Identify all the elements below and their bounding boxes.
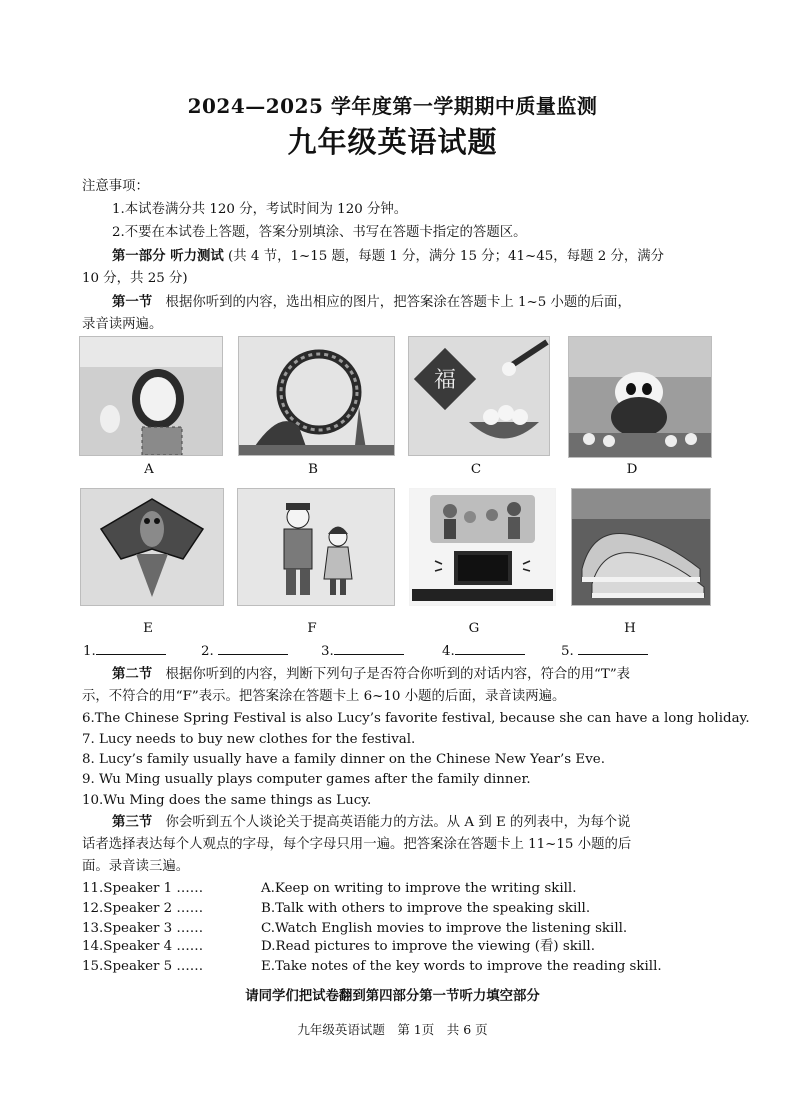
option-a: A.Keep on writing to improve the writing skill. xyxy=(261,881,577,896)
answer-blank-2 xyxy=(201,641,288,662)
answer-blank-1 xyxy=(83,641,166,662)
page-footer: 九年级英语试题 第 1页 共 6 页 xyxy=(297,1022,488,1037)
picture-f-police-girl xyxy=(237,488,395,606)
answer-blank-3 xyxy=(321,641,404,662)
blank-line-2 xyxy=(218,641,288,655)
statement-9: 9. Wu Ming usually plays computer games after the family dinner. xyxy=(82,772,531,787)
speaker-1: 11.Speaker 1 …… xyxy=(82,881,204,896)
section2-instr-line2: 示，不符合的用“F”表示。把答案涂在答题卡上 6~10 小题的后面，录音读两遍。 xyxy=(82,689,566,704)
section3-instr-line2: 话者选择表达每个人观点的字母，每个字母只用一遍。把答案涂在答题卡上 11~15 小题的后 xyxy=(82,837,632,852)
blank-line-5 xyxy=(578,641,648,655)
part1-desc-line2: 10 分，共 25 分) xyxy=(82,271,188,286)
roller-coaster-photo-icon xyxy=(239,337,394,455)
notes-item-2: 2.不要在本试卷上答题，答案分别填涂、书写在答题卡指定的答题区。 xyxy=(112,225,527,240)
answer-blank-5 xyxy=(561,641,648,662)
option-c: C.Watch English movies to improve the listening skill. xyxy=(261,921,628,936)
option-b: B.Talk with others to improve the speaking skill. xyxy=(261,901,591,916)
part1-heading: 第一部分 听力测试 xyxy=(112,248,224,264)
answer-blank-4 xyxy=(442,641,525,662)
picture-label-f: F xyxy=(307,621,317,636)
picture-label-e: E xyxy=(143,621,153,636)
blank-number-4: 4. xyxy=(442,644,455,659)
speaker-3: 13.Speaker 3 …… xyxy=(82,921,204,936)
part1-desc-line1: (共 4 节，1~15 题，每题 1 分，满分 15 分；41~45，每题 2 分，满分 xyxy=(223,249,665,264)
svg-text:福: 福 xyxy=(433,368,457,393)
section3-heading: 第三节 xyxy=(112,814,153,830)
picture-label-b: B xyxy=(308,462,318,477)
section1-instr-line2: 录音读两遍。 xyxy=(82,317,163,332)
section1-heading: 第一节 xyxy=(112,294,153,310)
section3-line1 xyxy=(112,812,631,833)
family-watching-tv-illustration-icon xyxy=(410,489,555,605)
blank-number-2: 2. xyxy=(201,644,214,659)
statement-6: 6.The Chinese Spring Festival is also Lucy’s favorite festival, because she can have a long holiday. xyxy=(82,711,750,726)
blank-number-1: 1. xyxy=(83,644,96,659)
picture-h-sneakers xyxy=(571,488,711,606)
section2-line1 xyxy=(112,664,630,685)
blank-line-4 xyxy=(455,641,525,655)
blank-line-1 xyxy=(96,641,166,655)
picture-b-roller-coaster xyxy=(238,336,395,456)
girl-waving-photo-icon xyxy=(80,337,222,455)
sneakers-photo-icon xyxy=(572,489,710,605)
police-and-girl-illustration-icon xyxy=(238,489,394,605)
speaker-2: 12.Speaker 2 …… xyxy=(82,901,204,916)
notes-item-1: 1.本试卷满分共 120 分，考试时间为 120 分钟。 xyxy=(112,202,408,217)
fu-character-and-tangyuan-photo-icon xyxy=(409,337,549,455)
picture-label-g: G xyxy=(468,621,480,636)
picture-a-girl-waving xyxy=(79,336,223,456)
exam-subtitle: 九年级英语试题 xyxy=(287,125,498,159)
speaker-4: 14.Speaker 4 …… xyxy=(82,939,204,954)
option-e: E.Take notes of the key words to improve the reading skill. xyxy=(261,959,662,974)
section1-line1 xyxy=(112,292,631,313)
picture-label-h: H xyxy=(624,621,636,636)
kite-photo-icon xyxy=(81,489,223,605)
picture-c-fu-tangyuan xyxy=(408,336,550,456)
blank-number-5: 5. xyxy=(561,644,574,659)
blank-number-3: 3. xyxy=(321,644,334,659)
statement-10: 10.Wu Ming does the same things as Lucy. xyxy=(82,793,372,808)
turn-page-notice: 请同学们把试卷翻到第四部分第一节听力填空部分 xyxy=(245,988,540,1004)
statement-8: 8. Lucy’s family usually have a family dinner on the Chinese New Year’s Eve. xyxy=(82,752,605,767)
notes-heading: 注意事项： xyxy=(82,179,149,194)
section1-instr-line1: 根据你听到的内容，选出相应的图片，把答案涂在答题卡上 1~5 小题的后面， xyxy=(152,295,631,310)
option-d: D.Read pictures to improve the viewing (看) skill. xyxy=(261,939,595,954)
blank-line-3 xyxy=(334,641,404,655)
exam-title: 2024—2025 学年度第一学期期中质量监测 xyxy=(187,94,598,118)
picture-label-a: A xyxy=(144,462,154,477)
kung-fu-panda-photo-icon xyxy=(569,337,711,457)
speaker-5: 15.Speaker 5 …… xyxy=(82,959,204,974)
section2-heading: 第二节 xyxy=(112,666,153,682)
picture-label-d: D xyxy=(626,462,638,477)
picture-d-kung-fu-panda xyxy=(568,336,712,458)
section3-instr-line1: 你会听到五个人谈论关于提高英语能力的方法。从 A 到 E 的列表中，为每个说 xyxy=(152,815,631,830)
part1-line1 xyxy=(112,246,664,267)
picture-g-family-tv xyxy=(409,488,556,606)
picture-label-c: C xyxy=(470,462,482,477)
picture-e-kite xyxy=(80,488,224,606)
section2-instr-line1: 根据你听到的内容，判断下列句子是否符合你听到的对话内容，符合的用“T”表 xyxy=(152,667,631,682)
statement-7: 7. Lucy needs to buy new clothes for the festival. xyxy=(82,732,416,747)
section3-instr-line3: 面。录音读三遍。 xyxy=(82,859,190,874)
